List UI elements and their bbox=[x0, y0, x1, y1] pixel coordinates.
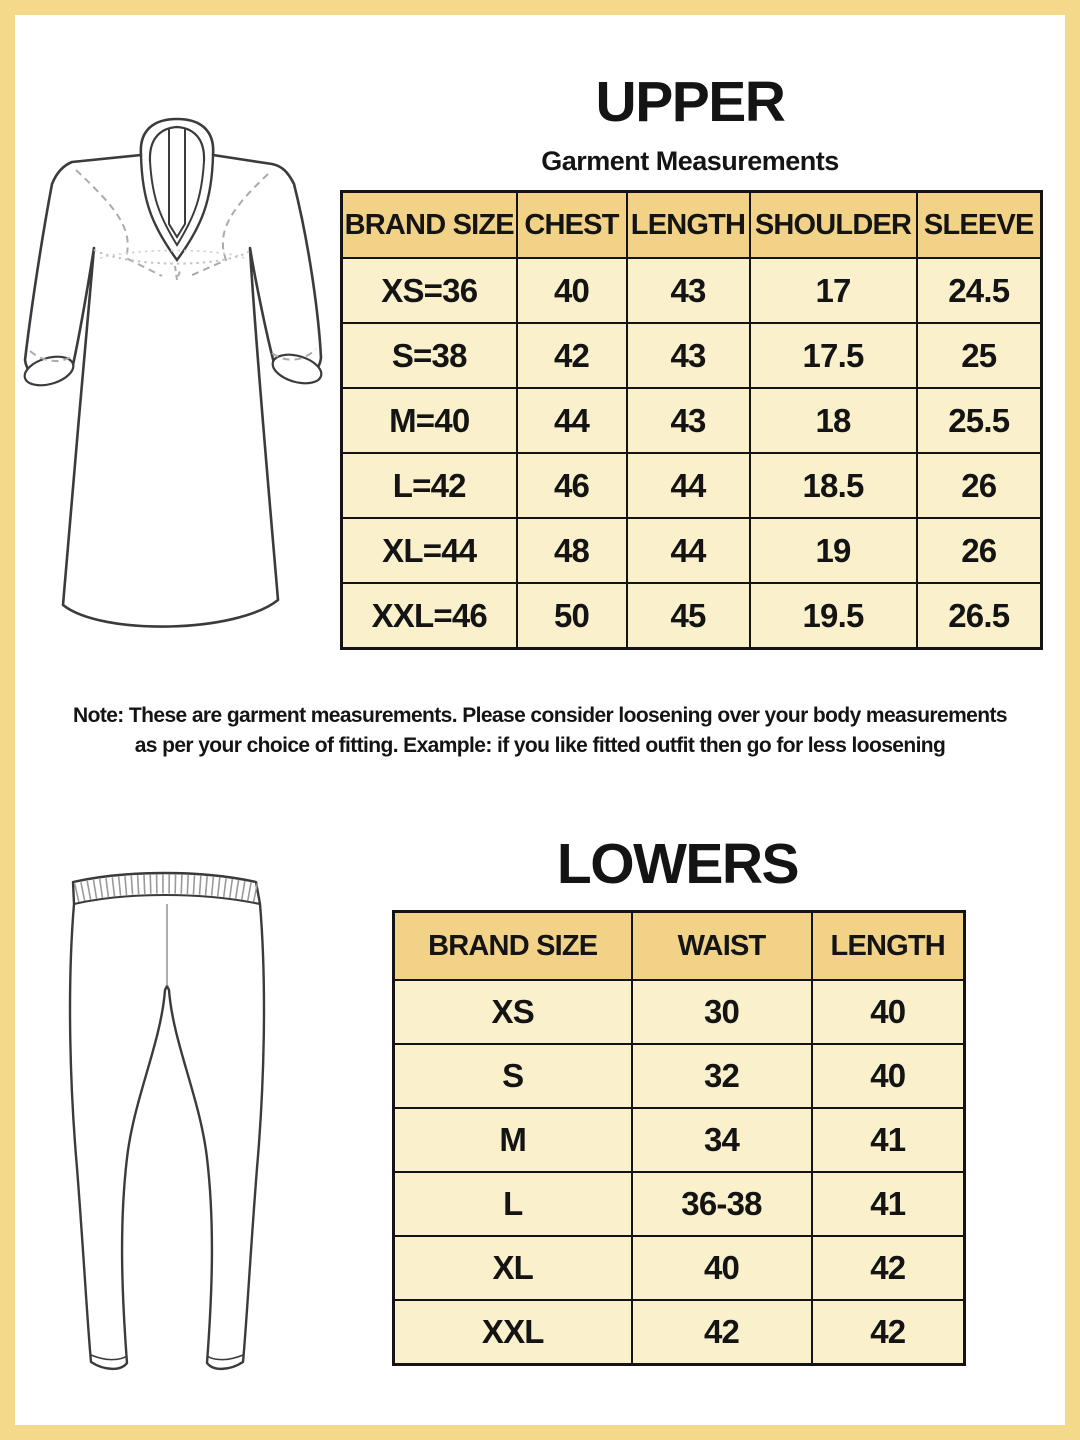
table-cell: 44 bbox=[627, 453, 750, 518]
table-cell: 41 bbox=[812, 1172, 965, 1236]
upper-section-title: UPPER bbox=[595, 70, 785, 134]
table-cell: 40 bbox=[812, 1044, 965, 1108]
column-header: WAIST bbox=[632, 912, 812, 981]
table-cell: 43 bbox=[627, 258, 750, 323]
column-header: LENGTH bbox=[627, 192, 750, 259]
table-cell: 42 bbox=[632, 1300, 812, 1365]
table-cell: 40 bbox=[812, 980, 965, 1044]
table-cell: 25 bbox=[917, 323, 1042, 388]
table-cell: 46 bbox=[517, 453, 627, 518]
table-cell: 40 bbox=[517, 258, 627, 323]
table-cell: M bbox=[394, 1108, 632, 1172]
note-line-2: as per your choice of fitting. Example: if you like fitted outfit then go for less loosening bbox=[134, 734, 946, 757]
table-cell: 19 bbox=[750, 518, 917, 583]
table-cell: L bbox=[394, 1172, 632, 1236]
note-line-1: Note: These are garment measurements. Please consider loosening over your body measurements bbox=[73, 704, 1007, 727]
table-cell: 42 bbox=[517, 323, 627, 388]
column-header: LENGTH bbox=[812, 912, 965, 981]
table-cell: 18.5 bbox=[750, 453, 917, 518]
table-cell: XS=36 bbox=[342, 258, 517, 323]
table-cell: M=40 bbox=[342, 388, 517, 453]
column-header: SLEEVE bbox=[917, 192, 1042, 259]
table-cell: 32 bbox=[632, 1044, 812, 1108]
table-cell: 44 bbox=[627, 518, 750, 583]
table-cell: 19.5 bbox=[750, 583, 917, 649]
table-cell: XL bbox=[394, 1236, 632, 1300]
column-header: BRAND SIZE bbox=[342, 192, 517, 259]
table-cell: XXL=46 bbox=[342, 583, 517, 649]
table-cell: 42 bbox=[812, 1236, 965, 1300]
column-header: BRAND SIZE bbox=[394, 912, 632, 981]
column-header: CHEST bbox=[517, 192, 627, 259]
table-cell: 48 bbox=[517, 518, 627, 583]
table-cell: 17.5 bbox=[750, 323, 917, 388]
table-cell: 43 bbox=[627, 323, 750, 388]
lowers-section-title: LOWERS bbox=[556, 832, 799, 896]
table-cell: 24.5 bbox=[917, 258, 1042, 323]
table-cell: 41 bbox=[812, 1108, 965, 1172]
table-cell: 50 bbox=[517, 583, 627, 649]
table-cell: XS bbox=[394, 980, 632, 1044]
table-cell: 26 bbox=[917, 518, 1042, 583]
table-cell: L=42 bbox=[342, 453, 517, 518]
table-cell: 30 bbox=[632, 980, 812, 1044]
table-cell: 44 bbox=[517, 388, 627, 453]
column-header: SHOULDER bbox=[750, 192, 917, 259]
table-cell: 18 bbox=[750, 388, 917, 453]
table-cell: S bbox=[394, 1044, 632, 1108]
upper-section-subtitle: Garment Measurements bbox=[541, 146, 839, 176]
table-cell: 36-38 bbox=[632, 1172, 812, 1236]
table-cell: 45 bbox=[627, 583, 750, 649]
table-cell: S=38 bbox=[342, 323, 517, 388]
table-cell: 26 bbox=[917, 453, 1042, 518]
table-cell: 40 bbox=[632, 1236, 812, 1300]
table-cell: 43 bbox=[627, 388, 750, 453]
table-cell: XXL bbox=[394, 1300, 632, 1365]
table-cell: XL=44 bbox=[342, 518, 517, 583]
table-cell: 42 bbox=[812, 1300, 965, 1365]
table-cell: 34 bbox=[632, 1108, 812, 1172]
table-cell: 17 bbox=[750, 258, 917, 323]
table-cell: 26.5 bbox=[917, 583, 1042, 649]
table-cell: 25.5 bbox=[917, 388, 1042, 453]
